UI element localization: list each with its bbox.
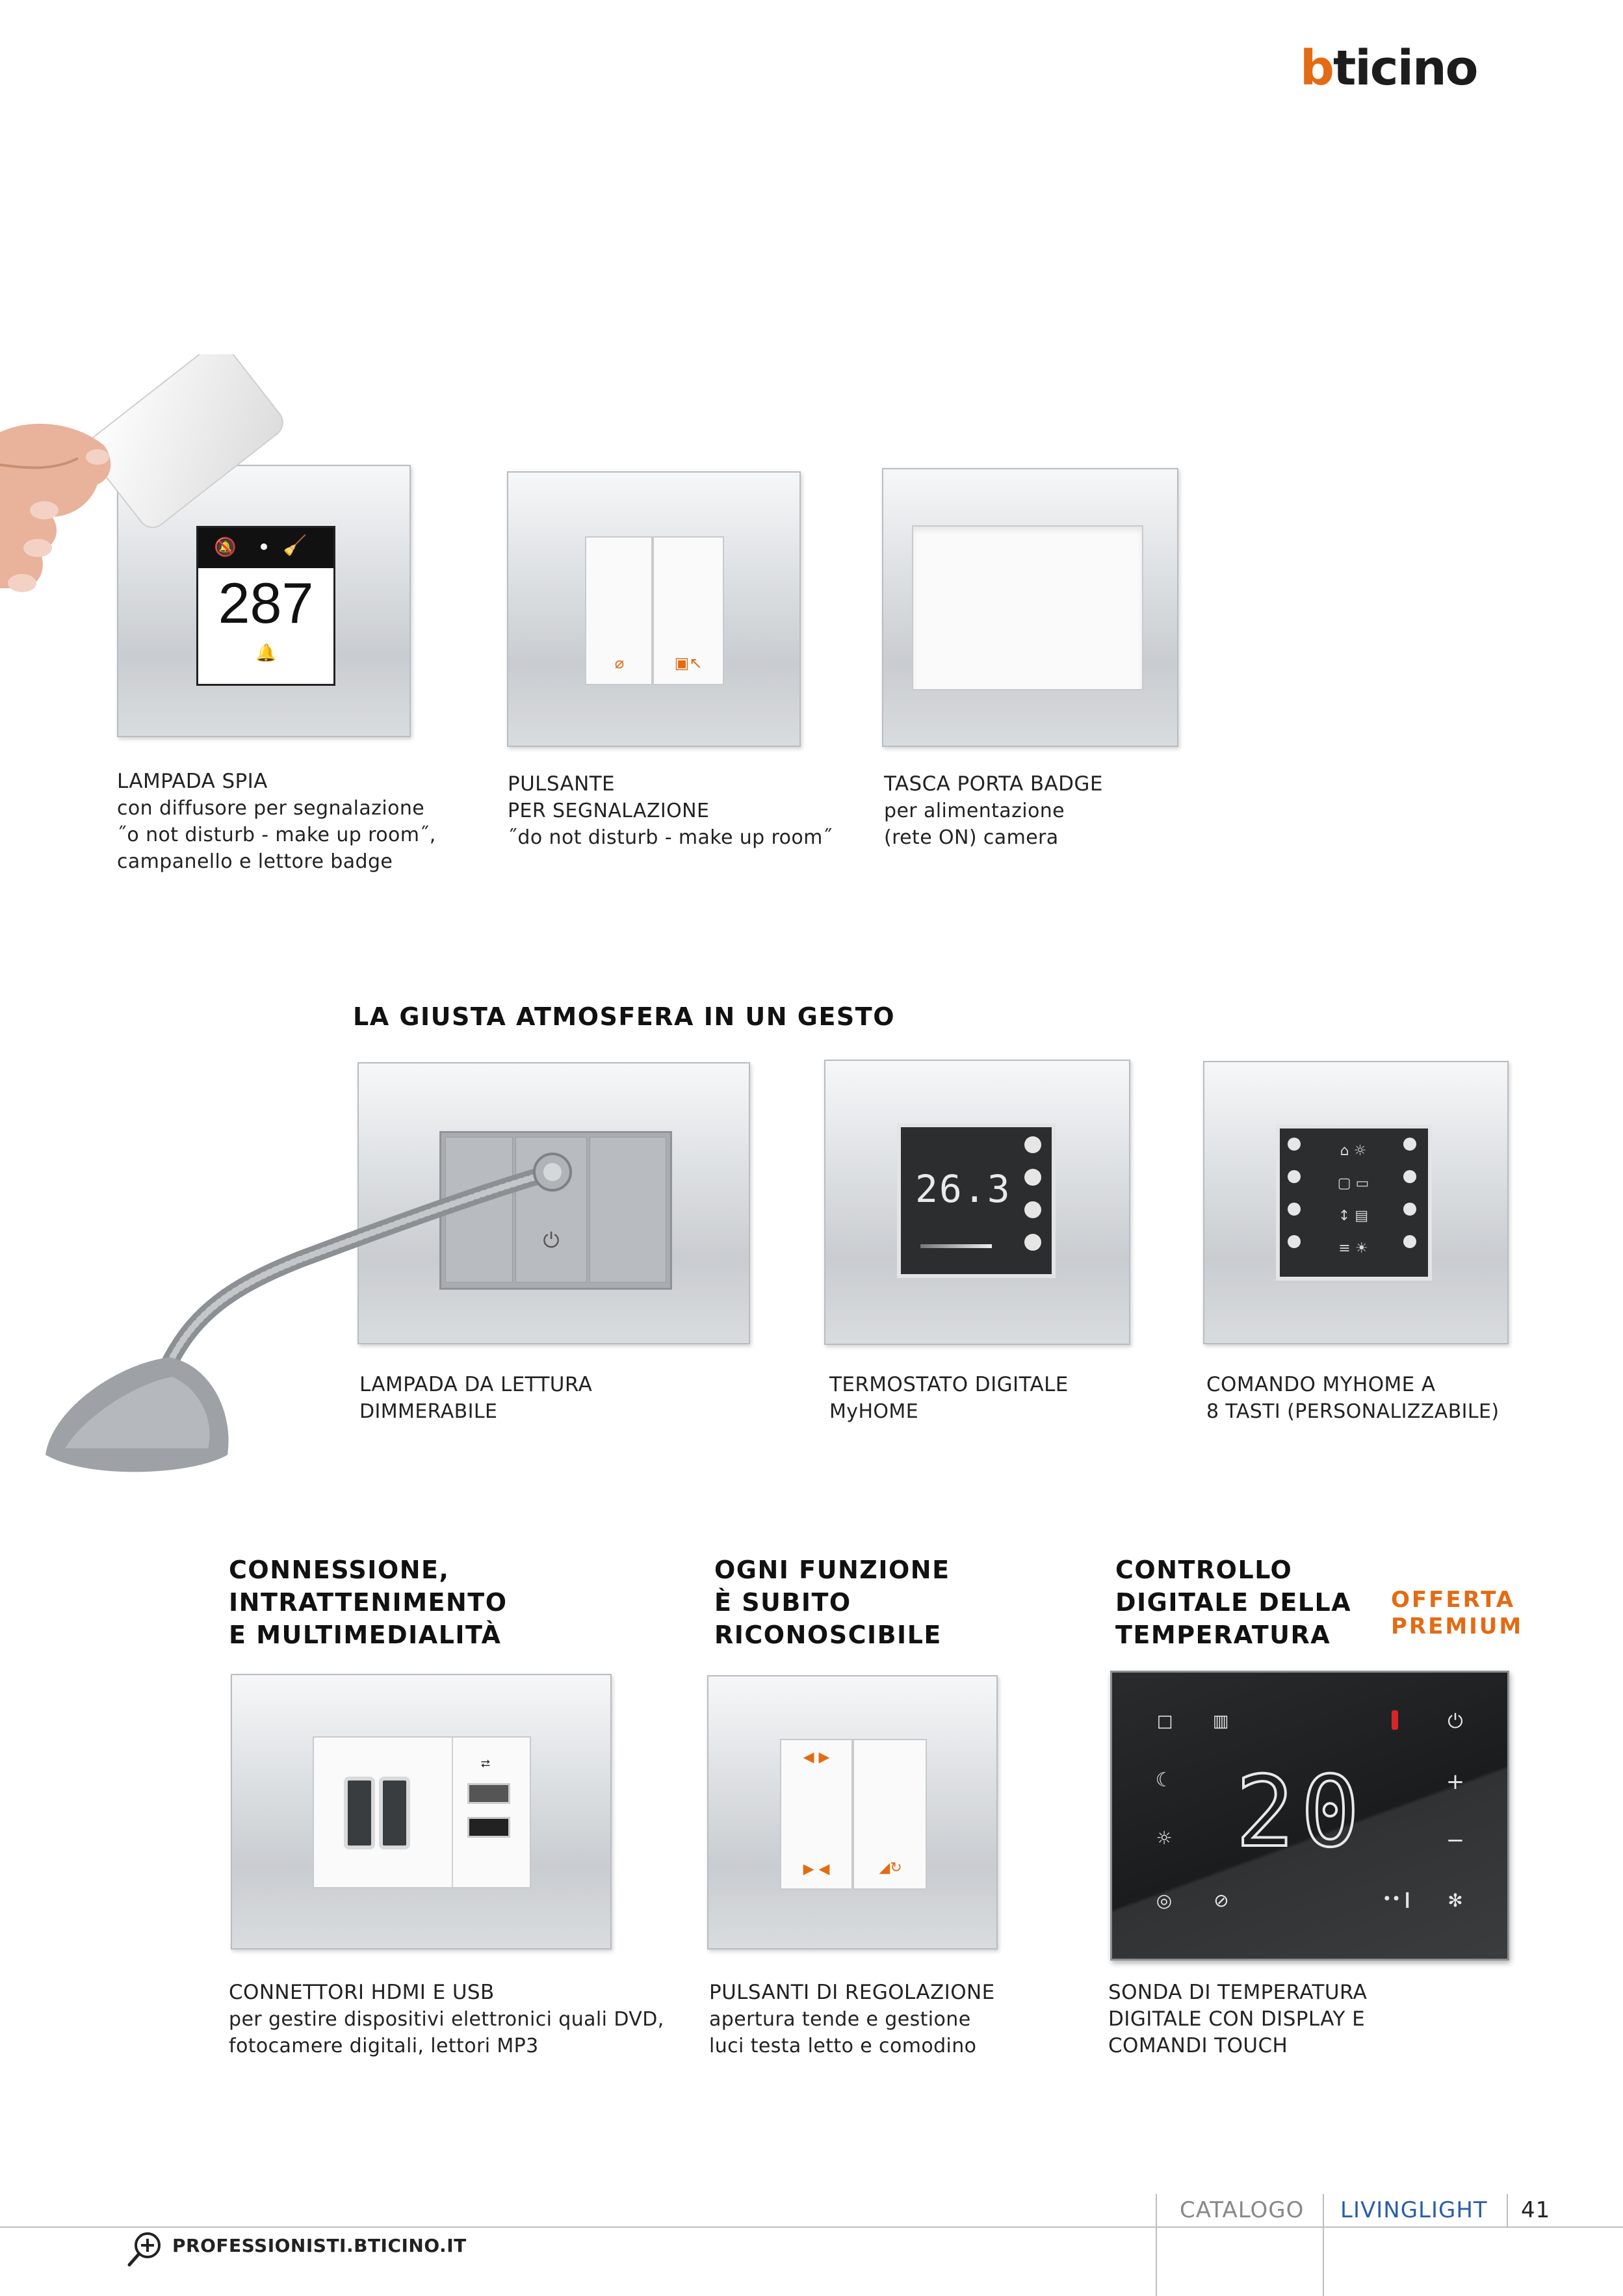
footer-site-link[interactable]: PROFESSIONISTI.BTICINO.IT	[172, 2235, 467, 2256]
knob-4-icon	[1024, 1234, 1041, 1251]
offerta-premium-badge: OFFERTA PREMIUM	[1391, 1587, 1524, 1639]
fan-off-icon: ⊘	[1214, 1890, 1229, 1911]
fan-speed-icon: ••❙	[1382, 1890, 1414, 1908]
hdmi-socket-left	[344, 1777, 375, 1849]
heating-indicator-icon	[1392, 1710, 1398, 1730]
caption-comando: COMANDO MYHOME A 8 TASTI (PERSONALIZZABILE)	[1206, 1373, 1500, 1423]
caption-lampada-lettura: LAMPADA DA LETTURA DIMMERABILE	[359, 1373, 593, 1423]
product-image-pulsante-segnalazione	[507, 471, 801, 747]
hdmi-socket-right	[379, 1777, 410, 1849]
knob-2-icon	[1024, 1169, 1041, 1186]
power-icon: ⏻	[1448, 1710, 1463, 1733]
section-heading-atmosfera: LA GIUSTA ATMOSFERA IN UN GESTO	[353, 1002, 895, 1031]
curtain-close-icon: ▶ ◀	[803, 1861, 830, 1877]
makeup-symbol-icon: ▣↖	[674, 654, 703, 672]
knob-1-icon	[1024, 1136, 1041, 1153]
usb-socket-top	[467, 1783, 510, 1804]
caption-lampada-spia: LAMPADA SPIA con diffusore per segnalazione ˝o not disturb - make up room˝, campanello e lettore badge	[117, 770, 436, 873]
footer-rule	[0, 2226, 1623, 2228]
settings-icon: ◎	[1156, 1890, 1173, 1911]
caption-tasca: TASCA PORTA BADGE per alimentazione (rete ON) camera	[884, 772, 1103, 849]
plus-icon: +	[1446, 1769, 1465, 1795]
product-image-termostato	[824, 1060, 1130, 1345]
room-number: 287	[218, 571, 314, 635]
dimmer-icon: ◢↻	[879, 1860, 902, 1876]
knob-3-icon	[1024, 1201, 1041, 1218]
footer-nav-catalogo[interactable]: CATALOGO	[1180, 2197, 1305, 2223]
light-button-right	[853, 1739, 927, 1890]
function-icons: ⌂ ☼ ▢ ▭ ↕ ▤ ≡ ☀	[1337, 1143, 1370, 1257]
usb-socket-bottom	[467, 1817, 510, 1838]
power-icon: ⏻	[543, 1228, 560, 1253]
caption-pulsante: PULSANTE PER SEGNALAZIONE ˝do not disturb - make up room˝	[508, 772, 833, 849]
caption-pulsanti-regolazione: PULSANTI DI REGOLAZIONE apertura tende e gestione luci testa letto e comodino	[709, 1981, 995, 2057]
module-divider	[452, 1738, 453, 1887]
temperature-readout: 26.3	[915, 1167, 1011, 1211]
footer-divider-3	[1507, 2194, 1508, 2226]
dnd-icon: 🔕	[214, 536, 237, 558]
curtain-button-left	[780, 1739, 853, 1890]
left-knobs	[1288, 1138, 1302, 1268]
button-left	[585, 536, 653, 685]
heading-connessione: CONNESSIONE, INTRATTENIMENTO E MULTIMEDIALITÀ	[229, 1556, 508, 1649]
product-image-pulsanti-regolazione	[707, 1675, 998, 1950]
zoom-icon	[127, 2231, 163, 2267]
fan-icon: ✻	[1448, 1890, 1463, 1911]
footer-divider-2	[1323, 2194, 1324, 2296]
thermostat-display	[897, 1123, 1056, 1278]
heading-controllo-temperatura: CONTROLLO DIGITALE DELLA TEMPERATURA	[1115, 1556, 1352, 1649]
moon-icon: ☾	[1155, 1769, 1173, 1792]
dnd-symbol-icon: ⌀	[614, 654, 625, 672]
curtain-open-icon: ◀ ▶	[803, 1749, 830, 1766]
footer-nav-livinglight[interactable]: LIVINGLIGHT	[1340, 2197, 1488, 2223]
heading-ogni-funzione: OGNI FUNZIONE È SUBITO RICONOSCIBILE	[714, 1556, 950, 1649]
standby-icon: □	[1156, 1712, 1173, 1731]
right-knobs	[1403, 1138, 1418, 1268]
caption-hdmi-usb: CONNETTORI HDMI E USB per gestire dispositivi elettronici quali DVD, fotocamere digitali, lettori MP3	[229, 1981, 664, 2057]
usb-label-icon: ⮂	[480, 1757, 491, 1771]
bticino-logo: bticino	[1300, 40, 1477, 96]
badge-pocket	[912, 525, 1143, 690]
temperature-dot-display: 20	[1236, 1756, 1366, 1869]
product-image-lampada-spia	[0, 354, 416, 738]
makeup-room-icon: 🧹	[283, 534, 307, 557]
button-right	[653, 536, 724, 685]
product-image-comando-myhome	[1203, 1061, 1509, 1344]
product-image-tasca-porta-badge	[882, 468, 1178, 747]
book-icon: ▥	[1212, 1712, 1229, 1731]
footer-divider-1	[1156, 2194, 1157, 2296]
caption-termostato: TERMOSTATO DIGITALE MyHOME	[829, 1373, 1069, 1423]
fan-bar	[920, 1244, 992, 1248]
product-image-sonda-temperatura	[1110, 1671, 1509, 1961]
keypad	[1276, 1125, 1432, 1281]
sun-icon: ☼	[1156, 1827, 1173, 1849]
minus-icon: −	[1446, 1827, 1465, 1853]
hand-with-badge-card	[0, 354, 312, 653]
bell-icon: 🔔	[255, 644, 277, 663]
connector-module	[313, 1736, 531, 1888]
caption-sonda: SONDA DI TEMPERATURA DIGITALE CON DISPLAY E COMANDI TOUCH	[1108, 1981, 1368, 2057]
product-image-hdmi-usb	[231, 1674, 612, 1950]
page-number: 41	[1521, 2197, 1551, 2223]
